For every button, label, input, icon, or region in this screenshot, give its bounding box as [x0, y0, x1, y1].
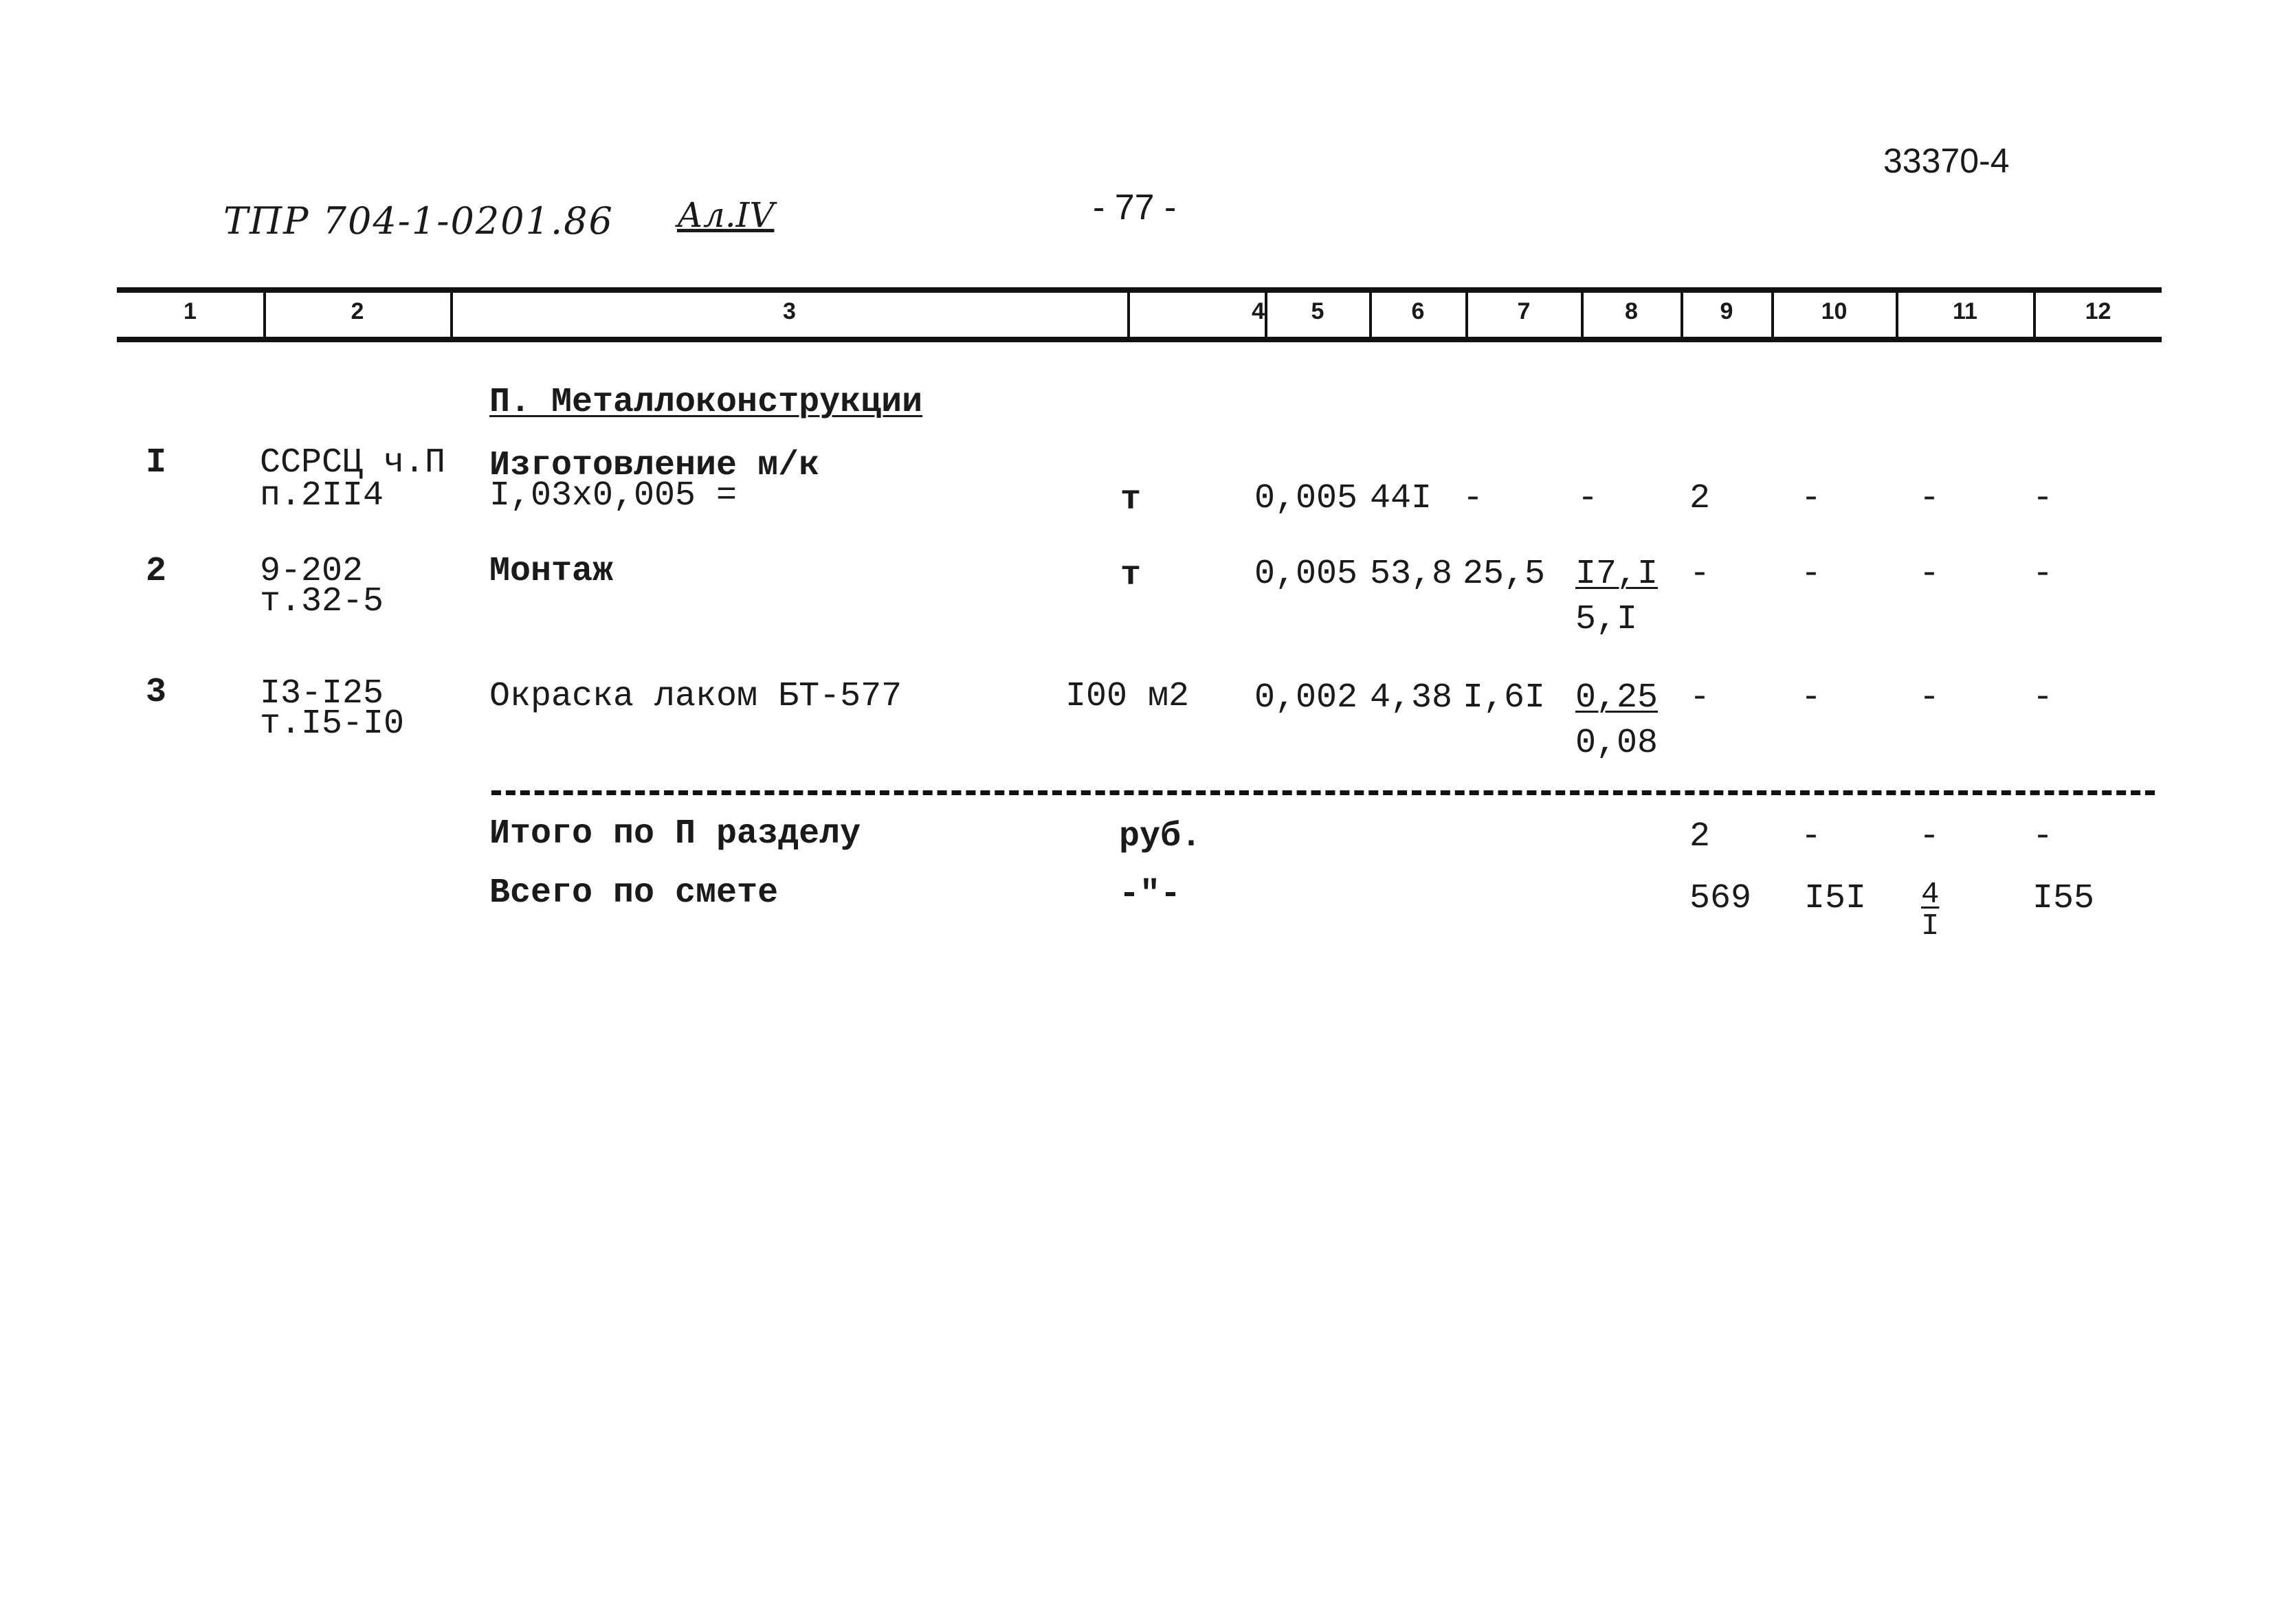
row-description: Монтаж: [489, 552, 614, 591]
totals-unit: руб.: [1119, 817, 1202, 856]
row-col9: -: [1689, 678, 1711, 718]
row-col7: 25,5: [1463, 555, 1546, 594]
row-quantity: 0,002: [1254, 678, 1358, 718]
row-col11: -: [1919, 479, 1940, 518]
grand-total-unit: -"-: [1119, 875, 1182, 914]
row-col12: -: [2032, 678, 2054, 718]
grand-total-label: Всего по смете: [489, 874, 779, 913]
row-col8-denominator: 5,I: [1575, 600, 1638, 639]
table-header-bottom-rule: [117, 337, 2162, 342]
sheet-mark: Ал.IV: [677, 195, 775, 235]
grand-total-col11-numerator: 4: [1921, 878, 1940, 912]
row-col8-numerator: I7,I: [1575, 555, 1659, 594]
row-col10: -: [1801, 678, 1822, 718]
grand-total-col12: I55: [2032, 879, 2095, 918]
row-number: 3: [146, 673, 167, 712]
dashed-separator: [491, 790, 2155, 795]
column-header-8: 8: [1625, 298, 1638, 324]
column-header-5: 5: [1311, 298, 1324, 324]
column-header-7: 7: [1517, 298, 1531, 324]
row-col10: -: [1801, 555, 1822, 594]
column-header-12: 12: [2085, 298, 2111, 324]
row-col10: -: [1801, 479, 1822, 518]
row-col6: 53,8: [1370, 555, 1453, 594]
row-col6: 4,38: [1370, 678, 1453, 718]
grand-total-col9: 569: [1689, 879, 1752, 918]
grand-total-col11-denominator: I: [1921, 909, 1940, 944]
row-unit: I00 м2: [1065, 677, 1190, 716]
row-number: 2: [146, 552, 167, 591]
row-col12: -: [2032, 555, 2054, 594]
row-col8-numerator: 0,25: [1575, 678, 1659, 718]
column-header-1: 1: [184, 298, 197, 324]
row-number: I: [146, 443, 167, 482]
section-title: П. Металлоконструкции: [489, 383, 923, 422]
row-unit: т: [1120, 480, 1142, 520]
column-header-3: 3: [783, 298, 796, 324]
totals-label: Итого по П разделу: [489, 814, 861, 854]
row-col11: -: [1919, 555, 1940, 594]
row-reference: т.I5-I0: [260, 704, 405, 744]
column-header-6: 6: [1411, 298, 1425, 324]
table-top-rule: [117, 287, 2162, 293]
column-header-9: 9: [1720, 298, 1733, 324]
totals-col10: -: [1801, 817, 1822, 856]
row-unit: т: [1120, 556, 1142, 595]
document-number: 33370-4: [1883, 142, 2010, 180]
row-reference: п.2II4: [260, 476, 384, 515]
row-col12: -: [2032, 479, 2054, 518]
row-quantity: 0,005: [1254, 479, 1358, 518]
row-description: Изготовление м/к: [489, 446, 820, 485]
totals-col12: -: [2032, 817, 2054, 856]
column-header-10: 10: [1821, 298, 1848, 324]
row-col7: I,6I: [1463, 678, 1546, 718]
row-quantity: 0,005: [1254, 555, 1358, 594]
totals-col9: 2: [1689, 817, 1711, 856]
page-number: - 77 -: [1093, 188, 1177, 227]
row-reference: I3-I25: [260, 674, 384, 713]
row-description: Окраска лаком БТ-577: [489, 677, 902, 716]
row-col11: -: [1919, 678, 1940, 718]
totals-col11: -: [1919, 817, 1940, 856]
column-header-2: 2: [351, 298, 364, 324]
column-header-4: 4: [1252, 298, 1265, 324]
project-code: ТПР 704-1-0201.86: [223, 199, 614, 243]
row-col6: 44I: [1370, 479, 1432, 518]
row-col8-denominator: 0,08: [1575, 724, 1659, 763]
row-col7: -: [1463, 479, 1484, 518]
row-reference: т.32-5: [260, 582, 384, 621]
row-col9: -: [1689, 555, 1711, 594]
row-reference: ССРСЦ ч.П: [260, 443, 446, 482]
column-header-11: 11: [1953, 298, 1977, 324]
row-col8: -: [1577, 479, 1599, 518]
row-description: I,03x0,005 =: [489, 476, 738, 515]
grand-total-col10: I5I: [1804, 879, 1867, 918]
row-reference: 9-202: [260, 552, 364, 591]
row-col9: 2: [1689, 479, 1711, 518]
